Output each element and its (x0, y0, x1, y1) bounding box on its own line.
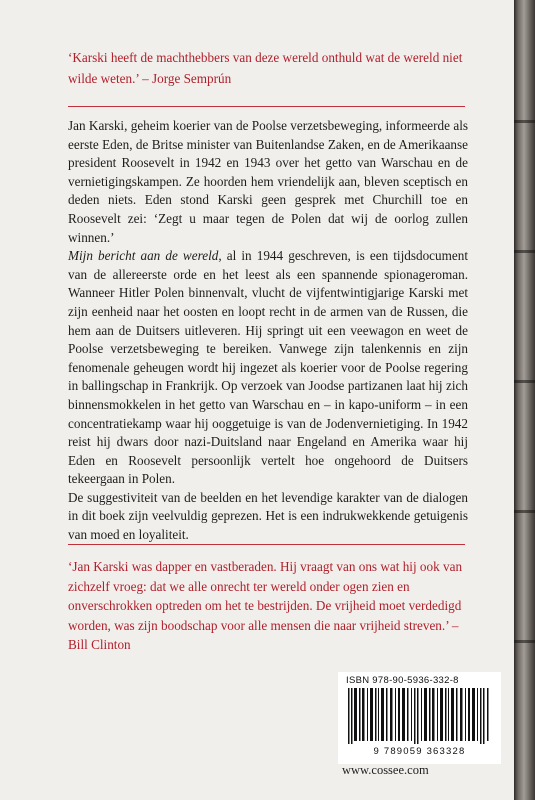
spine-detail (514, 640, 535, 643)
divider-top (68, 106, 465, 107)
blurb-paragraph-2-text: , al in 1944 geschreven, is een tijdsdocument van de allereerste orde en het leest als een spannende spionageroman. Wanneer Hitler Polen binnenvalt, vlucht de vijfentwintigjarige Karski met zijn eenheid naar het oosten en loopt recht in de armen van de Russen, die hem aan de Duitsers uitleveren. Hij springt uit een veewagon en weet de Poolse verzetsbeweging te bereiken. Vanwege zijn talenkennis en zijn fenomenale geheugen wordt hij ingezet als koerier voor de Poolse regering in ballingschap in Frankrijk. Op verzoek van Joodse partizanen laat hij zich binnensmokkelen in het getto van Warschau en – in kapo-uniform – in een concentratiekamp waar hij ooggetuige is van de Jodenvernietiging. In 1942 reist hij dwars door nazi-Duitsland naar Engeland en Amerika waar hij Eden en Roosevelt persoonlijk vertelt hoe ongehoord de Duitsers tekeergaan in Polen. (68, 248, 468, 487)
spine-detail (514, 510, 535, 513)
spine-detail (514, 120, 535, 123)
isbn-label: ISBN 978-90-5936-332-8 (346, 675, 459, 686)
spine-detail (514, 380, 535, 383)
quote-clinton: ‘Jan Karski was dapper en vastberaden. Hij vraagt van ons wat hij ook van zichzelf vroeg: dat we alle onrecht ter wereld onder ogen zien en onverschrokken optreden om het te bestrijden. De vrijheid moet verdedigd worden, was zijn boodschap voor alle mensen die naar vrijheid streven.’ – Bill Clinton (68, 559, 463, 653)
blurb-paragraph-1: Jan Karski, geheim koerier van de Poolse verzetsbeweging, informeerde als eerste Eden, de Britse minister van Buitenlandse Zaken, en de Amerikaanse president Roosevelt in 1942 en 1943 over het getto van Warschau en de vernietigingskampen. Ze hoorden hem vriendelijk aan, bleven sceptisch en deden niets. Eden stond Karski geen gesprek met Churchill toe en Roosevelt zei: ‘Zegt u maar tegen de Polen dat wij de oorlog zullen winnen.’ (68, 118, 468, 245)
isbn-barcode (338, 672, 501, 764)
publisher-website[interactable]: www.cossee.com (342, 763, 429, 777)
quote-sempr\u00fan: ‘Karski heeft de machthebbers van deze wereld onthuld wat de wereld niet wilde weten.’ – Jorge Semprún (68, 50, 463, 86)
divider-bottom (68, 544, 465, 545)
spine-detail (514, 250, 535, 253)
barcode-bars (348, 688, 491, 744)
spine-edge-photo (514, 0, 535, 800)
book-title: Mijn bericht aan de wereld (68, 248, 219, 264)
barcode-number: 9 789059 363328 (373, 746, 466, 757)
blurb-body (68, 117, 468, 545)
blurb-paragraph-2 (68, 247, 468, 489)
blurb-paragraph-3: De suggestiviteit van de beelden en het levendige karakter van de dialogen in dit boek zijn veelvuldig geprezen. Het is een indrukwekkende getuigenis van moed en loyaliteit. (68, 489, 468, 543)
